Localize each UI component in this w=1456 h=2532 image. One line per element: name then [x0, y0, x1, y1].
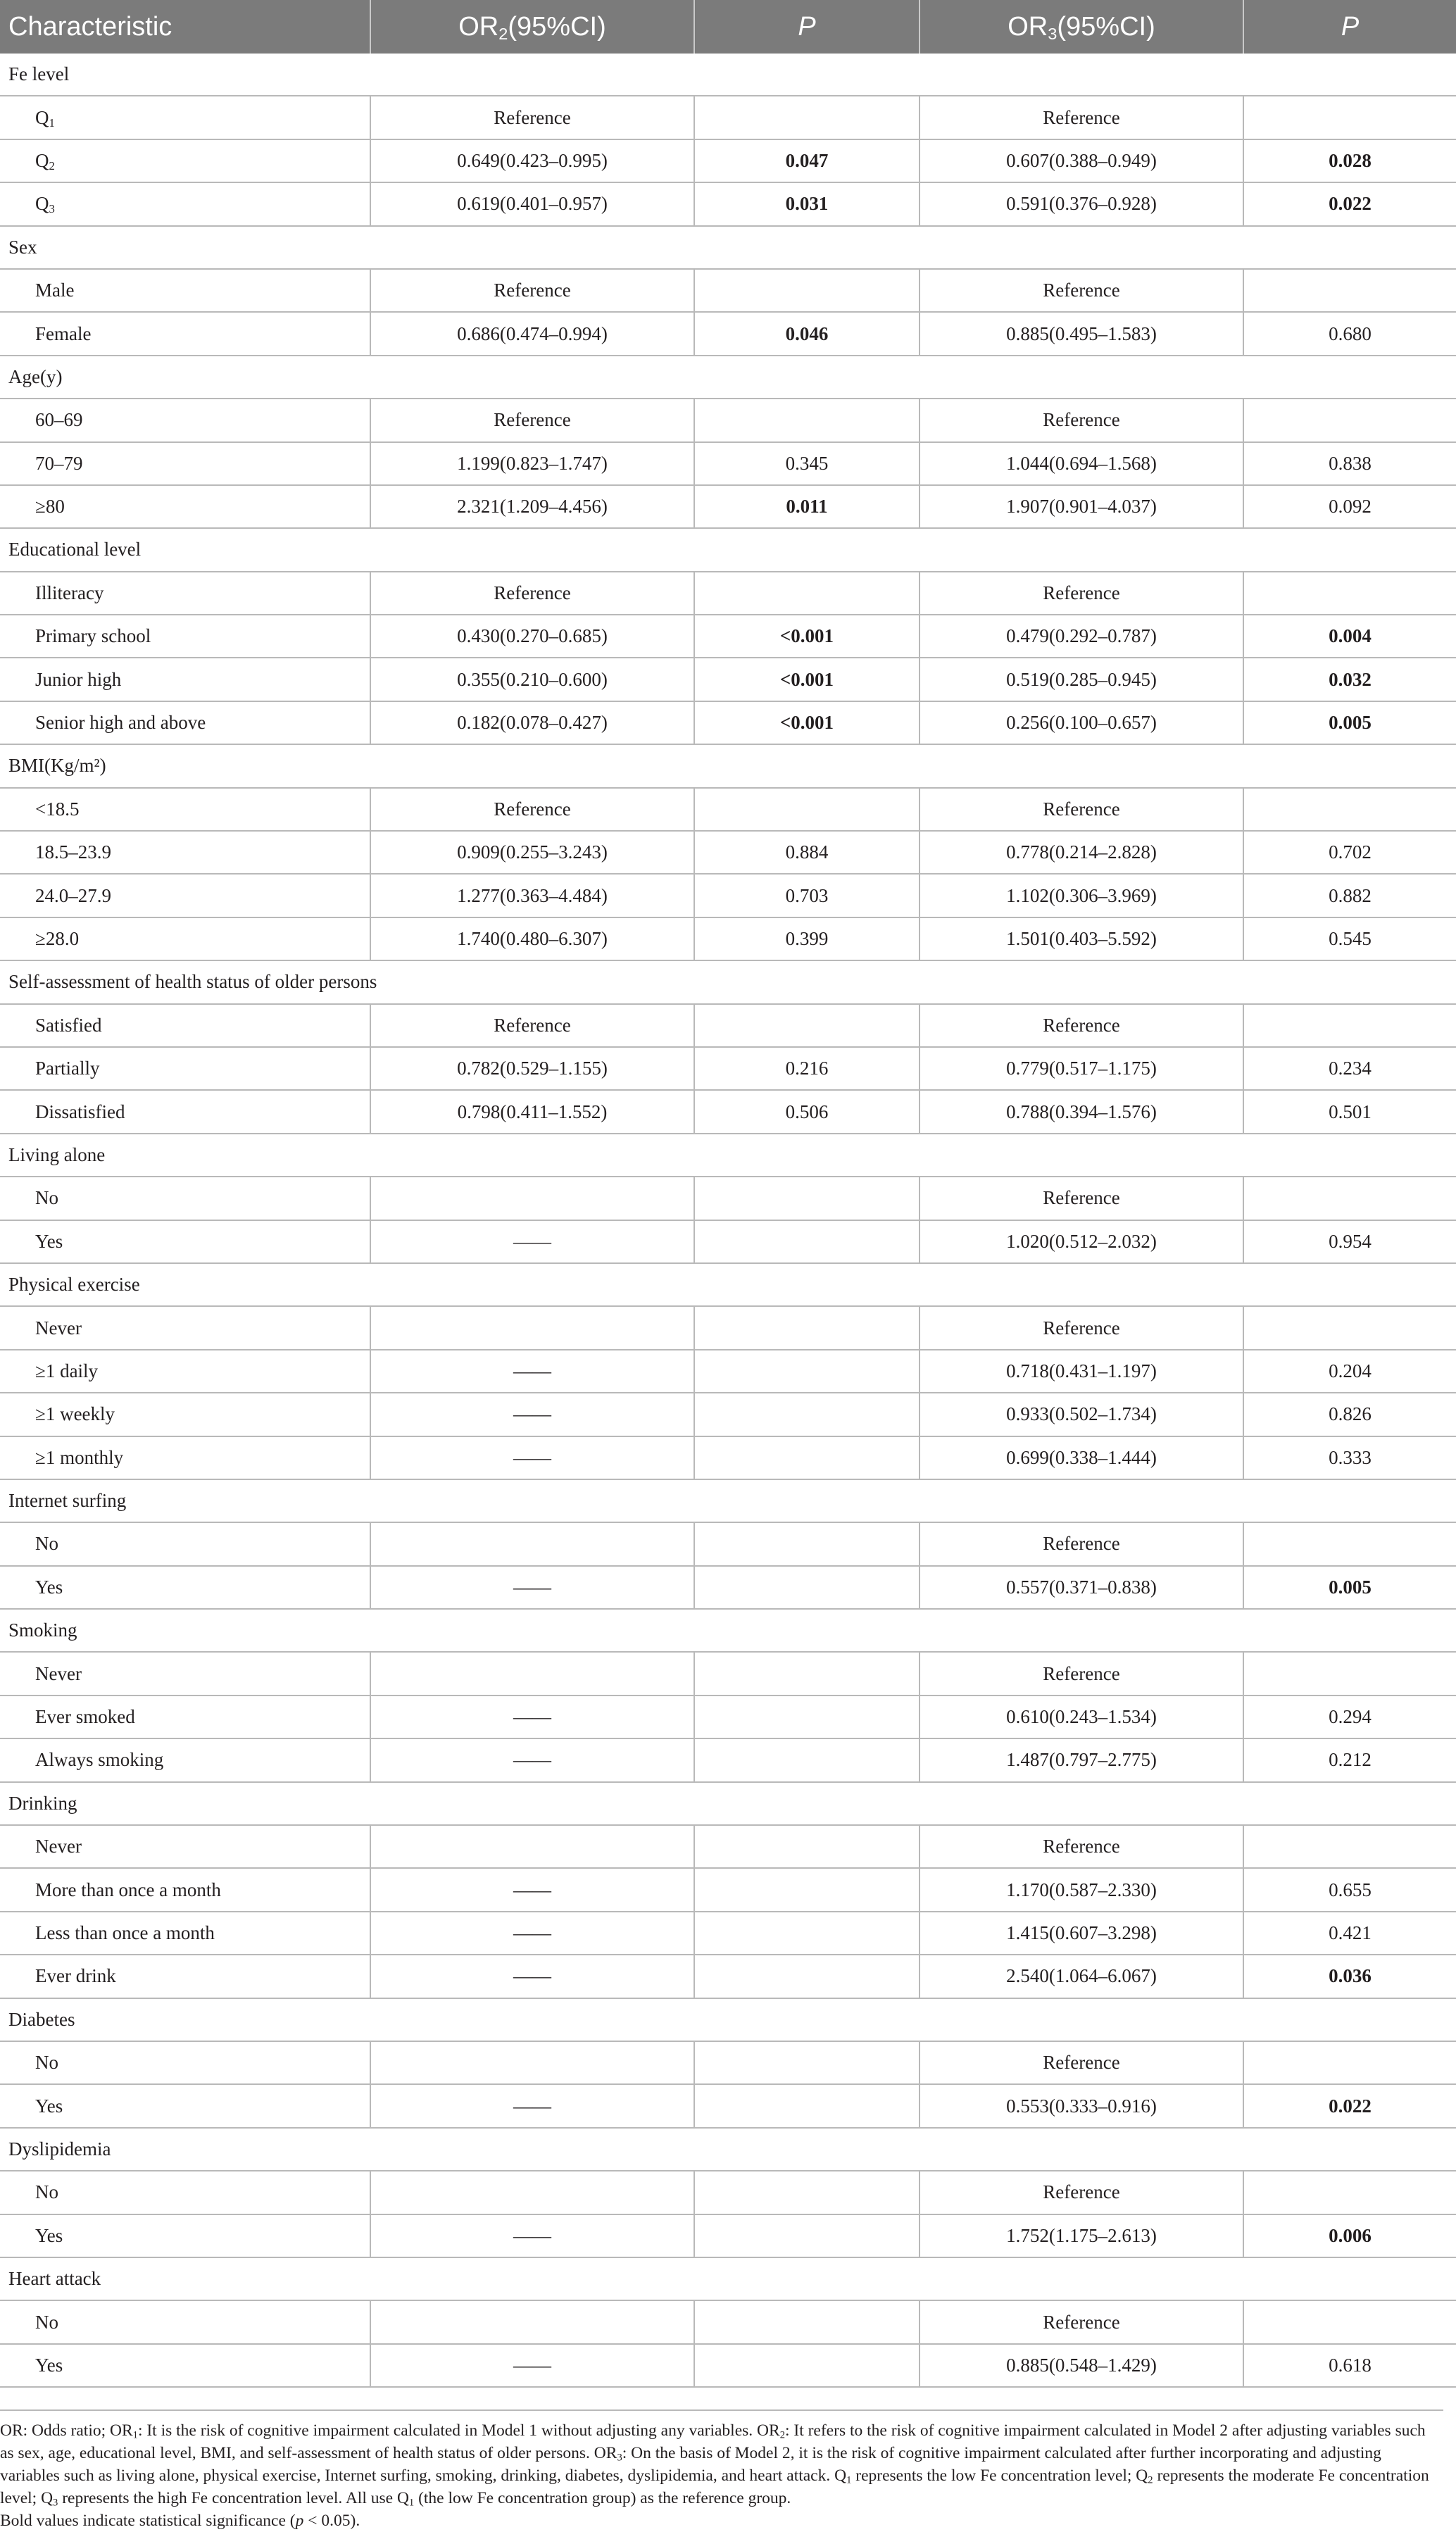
p2-cell: 0.884	[694, 831, 920, 874]
p3-cell: 0.005	[1243, 1566, 1456, 1609]
or2-cell: 1.199(0.823–1.747)	[370, 442, 694, 485]
table-row	[0, 1522, 1456, 1565]
or2-cell: 1.740(0.480–6.307)	[370, 917, 694, 960]
p3-cell: 0.501	[1243, 1090, 1456, 1133]
p3-cell: 0.333	[1243, 1436, 1456, 1479]
p2-cell: 0.216	[694, 1047, 920, 1090]
p3-cell: 0.838	[1243, 442, 1456, 485]
row-label: $Q_3$	[0, 182, 370, 225]
p3-cell: 0.036	[1243, 1955, 1456, 1998]
p3-cell: 0.212	[1243, 1738, 1456, 1781]
table-row	[0, 1912, 1456, 1955]
or2-cell	[370, 2300, 694, 2343]
or3-cell: Reference	[920, 1177, 1243, 1220]
header-row	[0, 0, 1456, 54]
table-row	[0, 1090, 1456, 1133]
or3-cell: Reference	[920, 1004, 1243, 1047]
section-header-row	[0, 1998, 1456, 2041]
p2-cell	[694, 1652, 920, 1695]
or3-cell: 2.540(1.064–6.067)	[920, 1955, 1243, 1998]
row-label: Male	[0, 269, 370, 312]
p3-cell	[1243, 2300, 1456, 2343]
or2-cell: 1.277(0.363–4.484)	[370, 874, 694, 917]
footnote-bold-note: Bold values indicate statistical significance (p < 0.05).	[0, 2512, 360, 2530]
p3-cell	[1243, 96, 1456, 139]
table-row	[0, 1868, 1456, 1911]
or2-cell: 0.909(0.255–3.243)	[370, 831, 694, 874]
table-row	[0, 442, 1456, 485]
row-label: 70–79	[0, 442, 370, 485]
p2-cell: 0.047	[694, 139, 920, 182]
p3-cell: 0.421	[1243, 1912, 1456, 1955]
p3-cell	[1243, 1306, 1456, 1349]
table-row	[0, 2171, 1456, 2214]
row-label: Less than once a month	[0, 1912, 370, 1955]
row-label: Yes	[0, 2214, 370, 2257]
table-row	[0, 2041, 1456, 2084]
row-label: Never	[0, 1306, 370, 1349]
or2-cell: ——	[370, 1393, 694, 1436]
p2-cell	[694, 1566, 920, 1609]
table-row	[0, 1306, 1456, 1349]
p2-cell	[694, 269, 920, 312]
or2-cell: ——	[370, 1738, 694, 1781]
p2-cell	[694, 1436, 920, 1479]
row-label: Yes	[0, 2344, 370, 2387]
table-row	[0, 2344, 1456, 2387]
or3-cell: Reference	[920, 788, 1243, 831]
table-row	[0, 139, 1456, 182]
or2-cell: ——	[370, 1436, 694, 1479]
section-header-row	[0, 960, 1456, 1003]
p2-cell	[694, 1825, 920, 1868]
section-label: Physical exercise	[0, 1263, 1456, 1306]
row-label: Yes	[0, 1220, 370, 1263]
row-label: No	[0, 2171, 370, 2214]
or3-cell: 0.718(0.431–1.197)	[920, 1350, 1243, 1393]
or2-cell: ——	[370, 1350, 694, 1393]
or3-cell: Reference	[920, 1522, 1243, 1565]
row-label: ≥80	[0, 485, 370, 528]
or3-cell: 0.553(0.333–0.916)	[920, 2084, 1243, 2127]
p3-cell	[1243, 269, 1456, 312]
p3-cell	[1243, 399, 1456, 441]
or2-cell: 0.355(0.210–0.600)	[370, 658, 694, 701]
or2-cell: Reference	[370, 1004, 694, 1047]
or3-cell: Reference	[920, 399, 1243, 441]
or3-cell: 0.933(0.502–1.734)	[920, 1393, 1243, 1436]
or3-cell: 0.519(0.285–0.945)	[920, 658, 1243, 701]
or2-cell	[370, 1825, 694, 1868]
section-label: Heart attack	[0, 2257, 1456, 2300]
or2-cell: 0.649(0.423–0.995)	[370, 139, 694, 182]
or3-cell: Reference	[920, 1652, 1243, 1695]
table-row	[0, 874, 1456, 917]
p3-cell	[1243, 1522, 1456, 1565]
or3-cell: 1.170(0.587–2.330)	[920, 1868, 1243, 1911]
p2-cell	[694, 1696, 920, 1738]
p2-cell	[694, 1868, 920, 1911]
p2-cell	[694, 1004, 920, 1047]
row-label: Yes	[0, 1566, 370, 1609]
or3-cell: Reference	[920, 572, 1243, 615]
or2-cell: 2.321(1.209–4.456)	[370, 485, 694, 528]
p3-cell: 0.005	[1243, 701, 1456, 744]
table-row	[0, 1738, 1456, 1781]
p3-cell: 0.826	[1243, 1393, 1456, 1436]
or2-cell	[370, 1652, 694, 1695]
or2-cell	[370, 1522, 694, 1565]
p2-cell	[694, 2084, 920, 2127]
p3-cell: 0.655	[1243, 1868, 1456, 1911]
or3-cell: 1.020(0.512–2.032)	[920, 1220, 1243, 1263]
p2-cell	[694, 572, 920, 615]
or3-cell: 0.779(0.517–1.175)	[920, 1047, 1243, 1090]
or2-cell: ——	[370, 1912, 694, 1955]
or2-cell: ——	[370, 1955, 694, 1998]
or2-cell: ——	[370, 1566, 694, 1609]
table-row	[0, 1566, 1456, 1609]
row-label: Yes	[0, 2084, 370, 2127]
table-row	[0, 1220, 1456, 1263]
or3-cell: 0.699(0.338–1.444)	[920, 1436, 1243, 1479]
table-row	[0, 1350, 1456, 1393]
or3-cell: 1.415(0.607–3.298)	[920, 1912, 1243, 1955]
row-label: Ever drink	[0, 1955, 370, 1998]
p2-cell	[694, 1350, 920, 1393]
table-row	[0, 1436, 1456, 1479]
or3-cell: Reference	[920, 2171, 1243, 2214]
header-or3: $OR_3(95\%CI)$	[920, 0, 1243, 54]
row-label: Junior high	[0, 658, 370, 701]
or2-cell: ——	[370, 2084, 694, 2127]
table-row	[0, 1955, 1456, 1998]
table-row	[0, 312, 1456, 355]
section-header-row	[0, 2257, 1456, 2300]
or3-cell: 0.557(0.371–0.838)	[920, 1566, 1243, 1609]
p3-cell: 0.702	[1243, 831, 1456, 874]
section-label: Fe level	[0, 54, 1456, 96]
header-p2: P	[694, 0, 920, 54]
or3-cell: 0.607(0.388–0.949)	[920, 139, 1243, 182]
row-label: <18.5	[0, 788, 370, 831]
section-header-row	[0, 1479, 1456, 1522]
section-header-row	[0, 1609, 1456, 1652]
section-header-row	[0, 1782, 1456, 1825]
header-p3: P	[1243, 0, 1456, 54]
row-label: More than once a month	[0, 1868, 370, 1911]
p3-cell: 0.004	[1243, 615, 1456, 658]
p2-cell: 0.506	[694, 1090, 920, 1133]
p2-cell	[694, 2171, 920, 2214]
or2-cell	[370, 2171, 694, 2214]
p3-cell	[1243, 788, 1456, 831]
table-row	[0, 1696, 1456, 1738]
p2-cell	[694, 1177, 920, 1220]
or2-cell: ——	[370, 2214, 694, 2257]
table-row	[0, 1825, 1456, 1868]
p2-cell	[694, 2214, 920, 2257]
p2-cell	[694, 2041, 920, 2084]
row-label: Always smoking	[0, 1738, 370, 1781]
table-row	[0, 615, 1456, 658]
section-label: Self-assessment of health status of older persons	[0, 960, 1456, 1003]
header-or2: $OR_2(95\%CI)$	[370, 0, 694, 54]
or3-cell: 0.778(0.214–2.828)	[920, 831, 1243, 874]
p2-cell	[694, 1522, 920, 1565]
section-label: Smoking	[0, 1609, 1456, 1652]
section-label: BMI(Kg/m²)	[0, 744, 1456, 787]
footnote-definitions: OR: Odds ratio; $OR_1$: It is the risk of cognitive impairment calculated in Model 1 without adjusting any variables. $OR_2$: It refers to the risk of cognitive impairment calculated in Model 2 after adjusting variables such as sex, age, educational level, BMI, and self-assessment of health status of older persons. $OR_3$: On the basis of Model 2, it is the risk of cognitive impairment calculated after further incorporating and adjusting variables such as living alone, physical exercise, Internet surfing, smoking, drinking, diabetes, dyslipidemia, and heart attack. $Q_1$ represents the low Fe concentration level; $Q_2$ represents the moderate Fe concentration level; $Q_3$ represents the high Fe concentration level. All use $Q_1$ (the low Fe concentration group) as the reference group.	[0, 2421, 1429, 2509]
section-label: Living alone	[0, 1134, 1456, 1177]
p2-cell: <0.001	[694, 658, 920, 701]
p2-cell	[694, 1220, 920, 1263]
section-header-row	[0, 54, 1456, 96]
or3-cell: 0.591(0.376–0.928)	[920, 182, 1243, 225]
p3-cell	[1243, 2041, 1456, 2084]
row-label: 18.5–23.9	[0, 831, 370, 874]
table-row	[0, 788, 1456, 831]
section-header-row	[0, 1263, 1456, 1306]
or2-cell: ——	[370, 1868, 694, 1911]
or3-cell: Reference	[920, 2041, 1243, 2084]
or3-cell: Reference	[920, 1825, 1243, 1868]
or3-cell: 0.610(0.243–1.534)	[920, 1696, 1243, 1738]
section-label: Internet surfing	[0, 1479, 1456, 1522]
table-row	[0, 96, 1456, 139]
table-row	[0, 1177, 1456, 1220]
row-label: Senior high and above	[0, 701, 370, 744]
table-row	[0, 831, 1456, 874]
or2-cell: 0.619(0.401–0.957)	[370, 182, 694, 225]
p2-cell	[694, 2300, 920, 2343]
row-label: Satisfied	[0, 1004, 370, 1047]
table-body	[0, 54, 1456, 2387]
p3-cell	[1243, 2171, 1456, 2214]
p2-cell: 0.031	[694, 182, 920, 225]
or2-cell: 0.798(0.411–1.552)	[370, 1090, 694, 1133]
or2-cell: ——	[370, 2344, 694, 2387]
table-row	[0, 572, 1456, 615]
row-label: No	[0, 2300, 370, 2343]
row-label: Partially	[0, 1047, 370, 1090]
row-label: $Q_1$	[0, 96, 370, 139]
p2-cell	[694, 1912, 920, 1955]
p2-cell: 0.703	[694, 874, 920, 917]
table-row	[0, 2214, 1456, 2257]
table-row	[0, 485, 1456, 528]
p2-cell: 0.399	[694, 917, 920, 960]
p2-cell	[694, 96, 920, 139]
row-label: Never	[0, 1825, 370, 1868]
row-label: ≥1 monthly	[0, 1436, 370, 1479]
p2-cell: <0.001	[694, 615, 920, 658]
p3-cell: 0.294	[1243, 1696, 1456, 1738]
row-label: $Q_2$	[0, 139, 370, 182]
or3-cell: 1.907(0.901–4.037)	[920, 485, 1243, 528]
row-label: ≥28.0	[0, 917, 370, 960]
or3-cell: 1.487(0.797–2.775)	[920, 1738, 1243, 1781]
p2-cell	[694, 1306, 920, 1349]
row-label: No	[0, 1177, 370, 1220]
section-header-row	[0, 356, 1456, 399]
row-label: 24.0–27.9	[0, 874, 370, 917]
table-row	[0, 1047, 1456, 1090]
row-label: Female	[0, 312, 370, 355]
or3-cell: Reference	[920, 2300, 1243, 2343]
table-row	[0, 269, 1456, 312]
table-row	[0, 399, 1456, 441]
table-row	[0, 1004, 1456, 1047]
table-row	[0, 2300, 1456, 2343]
or2-cell: Reference	[370, 269, 694, 312]
or2-cell: Reference	[370, 96, 694, 139]
section-label: Drinking	[0, 1782, 1456, 1825]
or2-cell: 0.182(0.078–0.427)	[370, 701, 694, 744]
p2-cell	[694, 2344, 920, 2387]
or3-cell: 0.479(0.292–0.787)	[920, 615, 1243, 658]
p3-cell: 0.618	[1243, 2344, 1456, 2387]
p3-cell	[1243, 572, 1456, 615]
section-header-row	[0, 226, 1456, 269]
section-header-row	[0, 1134, 1456, 1177]
p3-cell: 0.032	[1243, 658, 1456, 701]
p2-cell: 0.046	[694, 312, 920, 355]
section-label: Age(y)	[0, 356, 1456, 399]
p3-cell	[1243, 1825, 1456, 1868]
section-header-row	[0, 528, 1456, 571]
or2-cell: Reference	[370, 399, 694, 441]
or3-cell: 0.788(0.394–1.576)	[920, 1090, 1243, 1133]
p3-cell: 0.680	[1243, 312, 1456, 355]
table-row	[0, 658, 1456, 701]
table-footnote	[0, 2409, 1443, 2532]
p3-cell: 0.092	[1243, 485, 1456, 528]
or2-cell: ——	[370, 1696, 694, 1738]
p2-cell: <0.001	[694, 701, 920, 744]
row-label: Never	[0, 1652, 370, 1695]
or2-cell: 0.686(0.474–0.994)	[370, 312, 694, 355]
p3-cell: 0.234	[1243, 1047, 1456, 1090]
p3-cell: 0.545	[1243, 917, 1456, 960]
p2-cell: 0.345	[694, 442, 920, 485]
table-row	[0, 2084, 1456, 2127]
section-label: Educational level	[0, 528, 1456, 571]
or2-cell	[370, 1177, 694, 1220]
p3-cell: 0.022	[1243, 182, 1456, 225]
p3-cell: 0.022	[1243, 2084, 1456, 2127]
or3-cell: 0.885(0.548–1.429)	[920, 2344, 1243, 2387]
row-label: Dissatisfied	[0, 1090, 370, 1133]
section-label: Dyslipidemia	[0, 2128, 1456, 2171]
row-label: ≥1 daily	[0, 1350, 370, 1393]
table-row	[0, 917, 1456, 960]
or2-cell	[370, 2041, 694, 2084]
p2-cell	[694, 1738, 920, 1781]
p2-cell	[694, 788, 920, 831]
table-row	[0, 701, 1456, 744]
or2-cell: 0.782(0.529–1.155)	[370, 1047, 694, 1090]
or3-cell: 1.044(0.694–1.568)	[920, 442, 1243, 485]
section-label: Sex	[0, 226, 1456, 269]
p3-cell	[1243, 1004, 1456, 1047]
or3-cell: Reference	[920, 1306, 1243, 1349]
or2-cell: 0.430(0.270–0.685)	[370, 615, 694, 658]
p3-cell: 0.882	[1243, 874, 1456, 917]
p3-cell	[1243, 1652, 1456, 1695]
or2-cell: Reference	[370, 572, 694, 615]
row-label: No	[0, 1522, 370, 1565]
header-characteristic: Characteristic	[0, 0, 370, 54]
table-row	[0, 1393, 1456, 1436]
row-label: No	[0, 2041, 370, 2084]
p2-cell	[694, 1393, 920, 1436]
row-label: 60–69	[0, 399, 370, 441]
p2-cell	[694, 399, 920, 441]
row-label: Primary school	[0, 615, 370, 658]
or3-cell: Reference	[920, 96, 1243, 139]
or3-cell: 1.752(1.175–2.613)	[920, 2214, 1243, 2257]
or3-cell: 1.102(0.306–3.969)	[920, 874, 1243, 917]
or3-cell: Reference	[920, 269, 1243, 312]
section-label: Diabetes	[0, 1998, 1456, 2041]
row-label: Illiteracy	[0, 572, 370, 615]
or3-cell: 0.885(0.495–1.583)	[920, 312, 1243, 355]
p2-cell: 0.011	[694, 485, 920, 528]
p2-cell	[694, 1955, 920, 1998]
or3-cell: 1.501(0.403–5.592)	[920, 917, 1243, 960]
p3-cell	[1243, 1177, 1456, 1220]
p3-cell: 0.204	[1243, 1350, 1456, 1393]
row-label: Ever smoked	[0, 1696, 370, 1738]
table-row	[0, 182, 1456, 225]
p3-cell: 0.006	[1243, 2214, 1456, 2257]
or2-cell: ——	[370, 1220, 694, 1263]
or2-cell: Reference	[370, 788, 694, 831]
table-row	[0, 1652, 1456, 1695]
p3-cell: 0.954	[1243, 1220, 1456, 1263]
or3-cell: 0.256(0.100–0.657)	[920, 701, 1243, 744]
or2-cell	[370, 1306, 694, 1349]
row-label: ≥1 weekly	[0, 1393, 370, 1436]
section-header-row	[0, 744, 1456, 787]
section-header-row	[0, 2128, 1456, 2171]
p3-cell: 0.028	[1243, 139, 1456, 182]
